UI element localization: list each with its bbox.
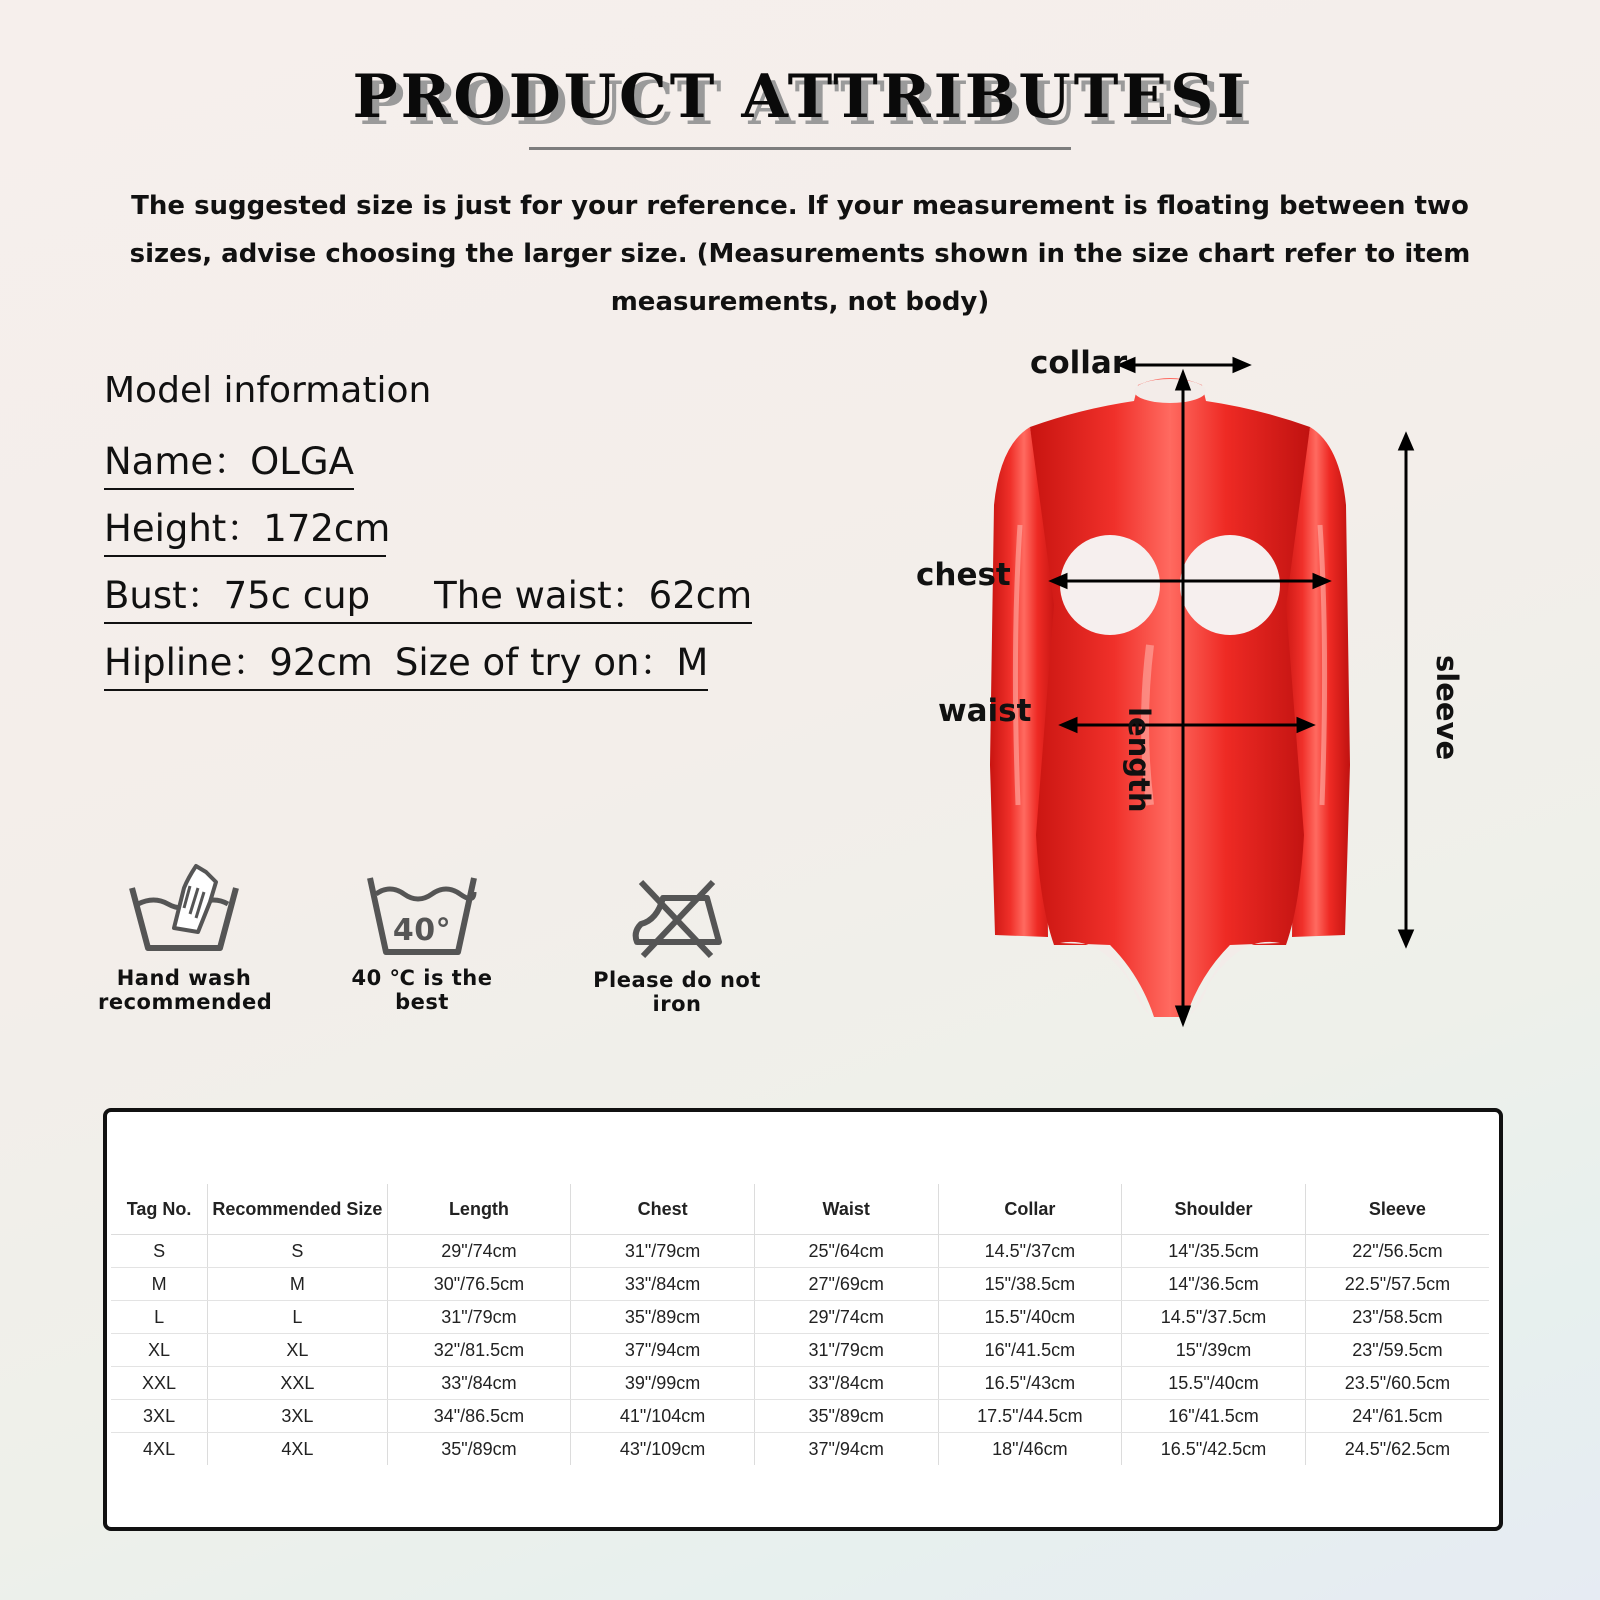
table-cell: 16"/41.5cm (1122, 1400, 1306, 1433)
table-cell: 23.5"/60.5cm (1305, 1367, 1489, 1400)
table-cell: 35"/89cm (387, 1433, 571, 1466)
table-cell: 16"/41.5cm (938, 1334, 1122, 1367)
table-row (111, 1301, 1489, 1334)
table-cell: 39"/99cm (571, 1367, 755, 1400)
model-name: Name：OLGA (104, 436, 354, 490)
table-cell: 24.5"/62.5cm (1305, 1433, 1489, 1466)
collar-label: collar (1030, 345, 1128, 381)
table-cell: 3XL (208, 1400, 387, 1433)
table-row (111, 1400, 1489, 1433)
header-sleeve: Sleeve (1305, 1184, 1489, 1235)
no-iron-icon (627, 876, 727, 960)
table-cell: 31"/79cm (387, 1301, 571, 1334)
care-no-iron-label: Please do not iron (593, 968, 761, 1016)
length-label: length (1122, 707, 1156, 813)
table-cell: 29"/74cm (754, 1301, 938, 1334)
header-collar: Collar (938, 1184, 1122, 1235)
header-chest: Chest (571, 1184, 755, 1235)
table-cell: L (111, 1301, 208, 1334)
table-cell: 14"/35.5cm (1122, 1235, 1306, 1268)
table-cell: 22.5"/57.5cm (1305, 1268, 1489, 1301)
table-cell: 14.5"/37.5cm (1122, 1301, 1306, 1334)
table-cell: XL (111, 1334, 208, 1367)
table-cell: 37"/94cm (571, 1334, 755, 1367)
table-cell: 14.5"/37cm (938, 1235, 1122, 1268)
size-chart-panel (103, 1108, 1503, 1531)
hand-wash-icon (124, 858, 244, 958)
table-cell: 41"/104cm (571, 1400, 755, 1433)
size-table-header-row (111, 1184, 1489, 1235)
model-height (104, 503, 391, 557)
table-cell: 16.5"/42.5cm (1122, 1433, 1306, 1466)
page-title: PRODUCT ATTRIBUTESI (352, 62, 1248, 132)
header-shoulder: Shoulder (1122, 1184, 1306, 1235)
size-table-body (111, 1235, 1489, 1466)
chest-label: chest (916, 557, 1011, 593)
model-try-size: Size of try on：M (394, 641, 709, 684)
care-hand-wash (98, 858, 273, 1014)
table-cell: 15.5"/40cm (1122, 1367, 1306, 1400)
wash-40-icon (364, 872, 480, 958)
table-cell: 30"/76.5cm (387, 1268, 571, 1301)
care-wash-40-label: 40 ℃ is the best (351, 966, 493, 1014)
table-cell: 25"/64cm (754, 1235, 938, 1268)
table-row (111, 1334, 1489, 1367)
table-cell: 24"/61.5cm (1305, 1400, 1489, 1433)
table-cell: 4XL (208, 1433, 387, 1466)
table-cell: S (111, 1235, 208, 1268)
table-row (111, 1367, 1489, 1400)
table-cell: 23"/59.5cm (1305, 1334, 1489, 1367)
model-bust: Bust：75c cup (104, 574, 371, 617)
sleeve-label: sleeve (1430, 655, 1464, 761)
care-hand-wash-label: Hand wash recommended (98, 966, 273, 1014)
garment-diagram (900, 345, 1464, 1045)
table-cell: 15.5"/40cm (938, 1301, 1122, 1334)
table-cell: 17.5"/44.5cm (938, 1400, 1122, 1433)
waist-label: waist (938, 693, 1032, 729)
model-info-heading: Model information (104, 370, 432, 411)
table-cell: 33"/84cm (387, 1367, 571, 1400)
model-hip-size (104, 637, 708, 691)
table-cell: 3XL (111, 1400, 208, 1433)
table-cell: 31"/79cm (754, 1334, 938, 1367)
care-no-iron (572, 876, 782, 1016)
table-row (111, 1235, 1489, 1268)
care-wash-40 (328, 872, 516, 1014)
title-divider (529, 147, 1071, 150)
header-recommended-size: Recommended Size (208, 1184, 387, 1235)
model-bust-waist (104, 570, 752, 624)
bodysuit-body (1030, 378, 1310, 1017)
table-cell: 15"/38.5cm (938, 1268, 1122, 1301)
table-cell: XL (208, 1334, 387, 1367)
table-cell: 29"/74cm (387, 1235, 571, 1268)
table-cell: 35"/89cm (571, 1301, 755, 1334)
table-cell: S (208, 1235, 387, 1268)
table-cell: 27"/69cm (754, 1268, 938, 1301)
table-cell: XXL (208, 1367, 387, 1400)
table-cell: 33"/84cm (571, 1268, 755, 1301)
table-cell: 35"/89cm (754, 1400, 938, 1433)
table-cell: 15"/39cm (1122, 1334, 1306, 1367)
table-cell: 22"/56.5cm (1305, 1235, 1489, 1268)
table-cell: L (208, 1301, 387, 1334)
size-advice-text: The suggested size is just for your reference. If your measurement is floating between two sizes, advise choosing the larger size. (Measurements shown in the size chart refer to item measurements, not body) (129, 191, 1471, 317)
model-height-text: Height：172cm (104, 507, 391, 550)
model-waist: The waist：62cm (434, 574, 753, 617)
table-cell: 31"/79cm (571, 1235, 755, 1268)
table-cell: 18"/46cm (938, 1433, 1122, 1466)
size-chart-table (111, 1184, 1489, 1465)
header-length: Length (387, 1184, 571, 1235)
table-cell: 4XL (143, 1438, 176, 1459)
table-cell: 34"/86.5cm (387, 1400, 571, 1433)
header-waist: Waist (754, 1184, 938, 1235)
table-cell: 16.5"/43cm (938, 1367, 1122, 1400)
table-cell: XXL (111, 1367, 208, 1400)
table-cell: 33"/84cm (754, 1367, 938, 1400)
table-cell: 32"/81.5cm (387, 1334, 571, 1367)
header-tag-no: Tag No. (111, 1184, 208, 1235)
table-cell: M (208, 1268, 387, 1301)
table-cell: M (111, 1268, 208, 1301)
table-cell: 14"/36.5cm (1122, 1268, 1306, 1301)
table-cell: 37"/94cm (754, 1433, 938, 1466)
table-row (111, 1433, 1489, 1466)
wash-temp-text: 40° (392, 913, 452, 948)
model-hipline: Hipline：92cm (104, 641, 373, 684)
table-cell: 43"/109cm (571, 1433, 755, 1466)
table-row (111, 1268, 1489, 1301)
table-cell: 23"/58.5cm (1305, 1301, 1489, 1334)
